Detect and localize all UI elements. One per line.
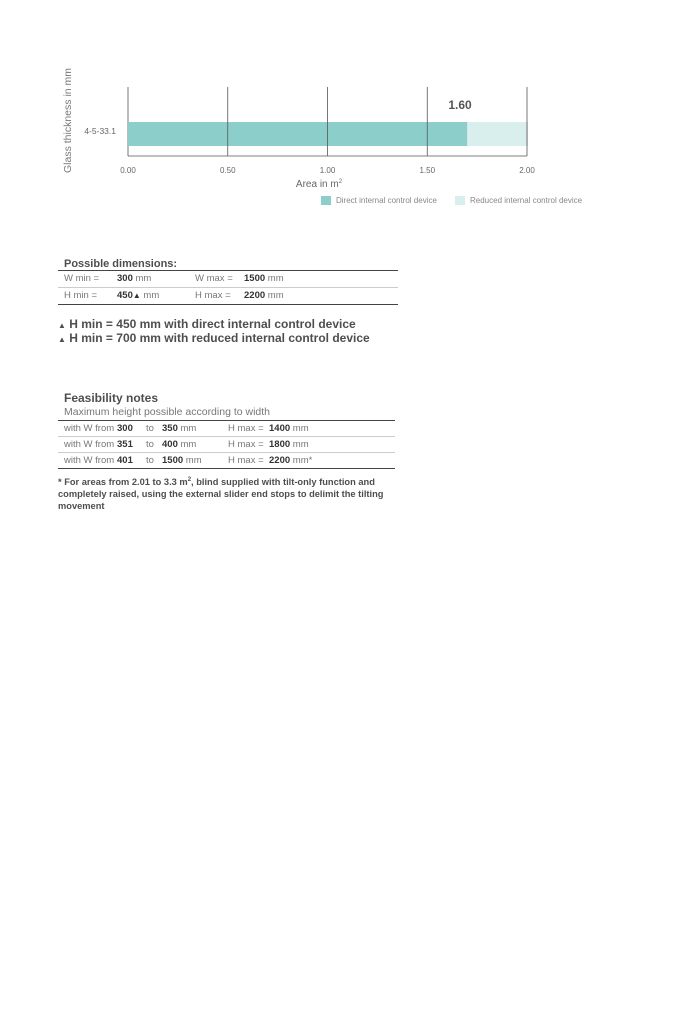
feasibility-table [58, 420, 395, 469]
x-tick-label: 1.50 [419, 166, 436, 175]
h-max-value: 1800 [269, 439, 291, 450]
from-label: with W from [64, 423, 115, 434]
h-max-label: H max = [228, 439, 264, 450]
w-unit: mm [185, 455, 202, 466]
footnote [58, 474, 398, 512]
h-min-label: H min = [64, 290, 97, 301]
to-label: to [146, 455, 154, 466]
h-max-label: H max = [228, 455, 264, 466]
note-marker: ▲ [58, 321, 66, 330]
legend-label-reduced: Reduced internal control device [470, 196, 583, 205]
w-from-value: 300 [117, 423, 133, 434]
w-to-value: 1500 [162, 455, 184, 466]
note-text: H min = 450 mm with direct internal control device [69, 317, 356, 331]
note-reduced [58, 331, 370, 345]
legend-label-direct: Direct internal control device [336, 196, 437, 205]
data-label: 1.60 [448, 98, 472, 112]
w-to-value: 350 [162, 423, 178, 434]
footnote-post: , blind supplied with tilt-only function and completely raised, using the external slider end stops to delimit the tilting movement [58, 477, 384, 512]
y-axis-label: Glass thickness in mm [62, 67, 74, 173]
h-unit: mm* [292, 455, 313, 466]
footnote-sup: 2 [187, 477, 192, 483]
x-tick-label: 0.50 [219, 166, 236, 175]
h-min-value: 450 [117, 290, 133, 301]
legend-swatch-reduced [455, 196, 465, 205]
table-row [58, 452, 395, 468]
bar-direct [128, 122, 467, 146]
note-direct [58, 317, 356, 331]
h-unit: mm [292, 439, 309, 450]
footnote-pre: * For areas from 2.01 to 3.3 m [58, 477, 188, 488]
w-max-unit: mm [267, 273, 284, 284]
from-label: with W from [64, 455, 115, 466]
x-tick-label: 2.00 [519, 166, 535, 175]
to-label: to [146, 439, 154, 450]
x-tick-label: 0.00 [120, 166, 136, 175]
note-marker: ▲ [58, 335, 66, 344]
w-max-label: W max = [195, 273, 233, 284]
w-min-value: 300 [117, 273, 133, 284]
bars [128, 122, 527, 146]
w-unit: mm [180, 439, 197, 450]
h-max-value: 1400 [269, 423, 291, 434]
w-max-value: 1500 [244, 273, 266, 284]
w-from-value: 351 [117, 439, 133, 450]
w-unit: mm [180, 423, 197, 434]
h-max-value: 2200 [244, 290, 266, 301]
legend-swatch-direct [321, 196, 331, 205]
h-min-marker: ▲ [132, 291, 141, 300]
y-category-label: 4-5-33.1 [84, 126, 116, 136]
h-max-unit: mm [267, 290, 284, 301]
w-min-label: W min = [64, 273, 100, 284]
w-min-unit: mm [135, 273, 152, 284]
table-row [58, 421, 395, 436]
x-tick-label: 1.00 [319, 166, 336, 175]
w-to-value: 400 [162, 439, 178, 450]
from-label: with W from [64, 439, 115, 450]
h-max-label: H max = [228, 423, 264, 434]
table-row [58, 436, 395, 452]
feasibility-title: Feasibility notes [64, 391, 159, 405]
dimensions-table [58, 270, 398, 305]
h-unit: mm [292, 423, 309, 434]
to-label: to [146, 423, 154, 434]
x-tick-labels [120, 166, 535, 175]
dimensions-title: Possible dimensions: [64, 258, 178, 270]
table-row [58, 271, 398, 287]
feasibility-subtitle: Maximum height possible according to width [64, 406, 271, 418]
table-row [58, 287, 398, 304]
h-max-label: H max = [195, 290, 231, 301]
note-text: H min = 700 mm with reduced internal control device [69, 331, 370, 345]
x-axis-label: Area in $m^2$ [295, 179, 343, 190]
h-max-value: 2200 [269, 455, 291, 466]
w-from-value: 401 [117, 455, 133, 466]
h-min-unit: mm [143, 290, 160, 301]
